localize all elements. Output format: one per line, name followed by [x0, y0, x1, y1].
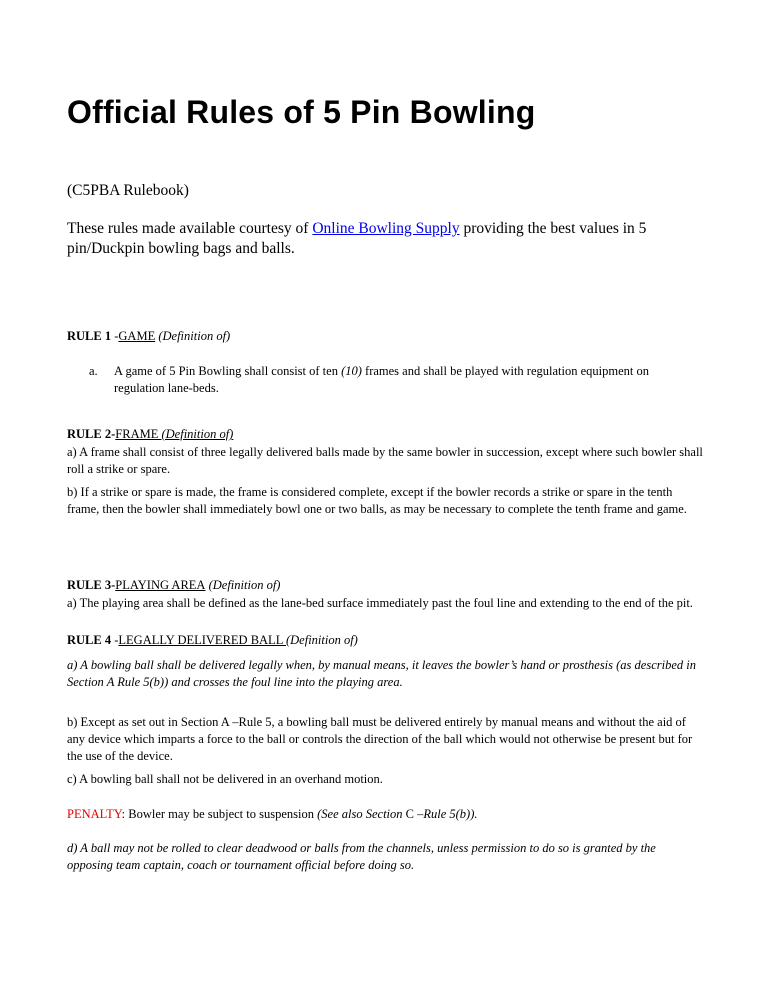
page-title: Official Rules of 5 Pin Bowling [67, 94, 536, 130]
rule-3-definition: (Definition of) [205, 578, 281, 592]
rule-2-para-b: b) If a strike or spare is made, the frame is considered complete, except if the bowler records a strike or spare in the tenth frame, then the bowler shall immediately bowl one or two balls, as may be necessary to complete the tenth frame and game. [67, 485, 687, 516]
penalty-text: : Bowler may be subject to suspension [121, 807, 318, 821]
rule-1-heading [67, 329, 230, 344]
rule-2-definition: (Definition of) [161, 427, 234, 441]
rule-1-name: GAME [118, 329, 156, 343]
rule-4-name: LEGALLY DELIVERED BALL [118, 633, 286, 647]
rule-2-heading [67, 427, 233, 442]
rule-1-item-a-pre: A game of 5 Pin Bowling shall consist of ten [114, 364, 342, 378]
rule-3-name: PLAYING AREA [115, 578, 206, 592]
intro-text-line2: pin/Duckpin bowling bags and balls. [67, 240, 295, 257]
penalty-section-letter: C [405, 807, 414, 821]
rule-4-para-d: d) A ball may not be rolled to clear deadwood or balls from the channels, unless permission to do so is granted by the opposing team captain, coach or tournament official before doing so. [67, 841, 656, 872]
rule-4-para-c: c) A bowling ball shall not be delivered in an overhand motion. [67, 772, 383, 786]
rule-2-number: RULE 2- [67, 427, 116, 441]
subtitle: (C5PBA Rulebook) [67, 182, 189, 199]
online-bowling-supply-link[interactable]: Online Bowling Supply [312, 220, 460, 237]
intro-text-after: providing the best values in 5 [459, 220, 647, 237]
rule-2-para-a: a) A frame shall consist of three legally delivered balls made by the same bowler in succession, except where such bowler shall roll a strike or spare. [67, 445, 703, 476]
rule-1-item-a-text [114, 363, 692, 397]
rule-3-heading [67, 578, 280, 593]
rule-2-name: FRAME [115, 427, 162, 441]
rule-4-penalty [67, 806, 703, 823]
rule-1-dash: - [114, 329, 119, 343]
rule-4-dash: - [114, 633, 119, 647]
penalty-rule-ref: –Rule 5(b)). [413, 807, 478, 821]
rule-4-number: RULE 4 [67, 633, 115, 647]
rule-3-para-a: a) The playing area shall be defined as the lane-bed surface immediately past the foul line and extending to the end of the pit. [67, 596, 693, 610]
intro-paragraph [67, 219, 707, 259]
rule-1-definition: (Definition of) [155, 329, 231, 343]
penalty-see-also: (See also Section [317, 807, 406, 821]
rule-4-para-b: b) Except as set out in Section A –Rule 5, a bowling ball must be delivered entirely by manual means and without the aid of any device which imparts a force to the ball or controls the direction of the ball which would not otherwise be present but for the use of the device. [67, 715, 693, 763]
list-marker: a. [89, 364, 98, 378]
penalty-label: PENALTY [67, 807, 122, 821]
rule-4-definition: (Definition of) [285, 633, 358, 647]
rule-1-item-a-italic: (10) [341, 364, 362, 378]
rule-4-para-a: a) A bowling ball shall be delivered legally when, by manual means, it leaves the bowler’s hand or prosthesis (as described in Section A Rule 5(b)) and crosses the foul line into the playing area. [67, 658, 696, 689]
rule-1-number: RULE 1 [67, 329, 115, 343]
rule-3-number: RULE 3- [67, 578, 116, 592]
intro-text-before: These rules made available courtesy of [67, 220, 313, 237]
rule-1-item-a-post: frames and shall be played with regulation equipment on regulation lane-beds. [114, 364, 649, 395]
rule-4-heading [67, 633, 358, 648]
